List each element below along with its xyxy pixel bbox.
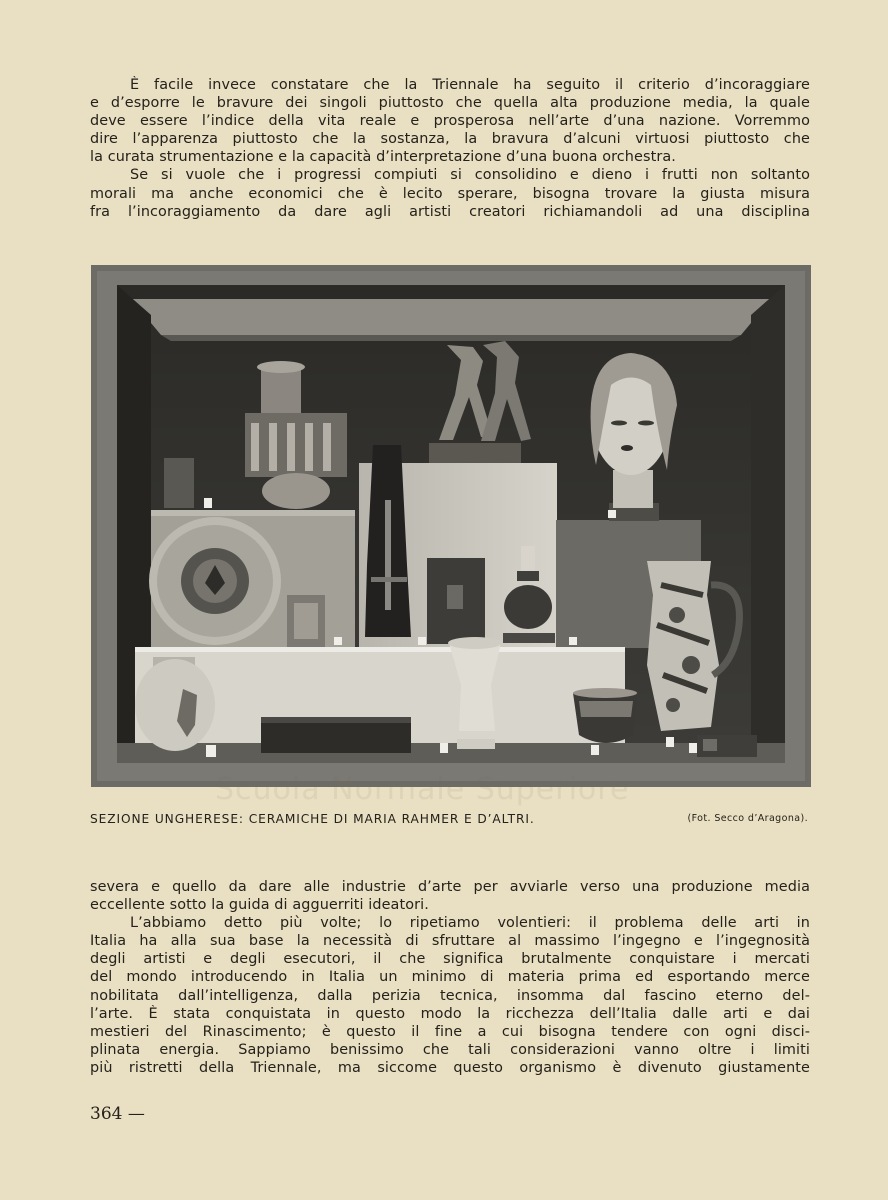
text-line: Se si vuole che i progressi compiuti si consolidino e dieno i frutti non soltanto xyxy=(130,167,810,184)
text-line: degli artisti e degli esecutori, il che significa brutalmente conquistare i mercati xyxy=(90,951,810,968)
text-line: mestieri del Rinascimento; è questo il fine a cui bisogna tendere con ogni disci- xyxy=(90,1023,810,1040)
text-line: plinata energia. Sappiamo benissimo che tali considerazioni vanno oltre i limiti xyxy=(90,1041,810,1058)
bottom-paragraphs xyxy=(90,878,810,1077)
text-line: È facile invece constatare che la Triennale ha seguito il criterio d’incoraggiare xyxy=(130,77,810,93)
watermark: Scuola Normale Superiore xyxy=(215,772,630,807)
text-line: del mondo introducendo in Italia un minimo di materia prima ed esportando merce xyxy=(90,969,810,986)
decorated-plate xyxy=(149,517,281,645)
page-number: 364 — xyxy=(90,1104,145,1124)
text-line: morali ma anche economici che è lecito sperare, bisogna trovare la giusta misura xyxy=(90,185,810,202)
text-line: più ristretti della Triennale, ma siccome questo organismo è divenuto giustamente xyxy=(90,1059,810,1076)
text-line: L’abbiamo detto più volte; lo ripetiamo volentieri: il problema delle arti in xyxy=(130,915,810,932)
exhibition-photo xyxy=(91,265,811,787)
text-line: Italia ha alla sua base la necessità di sfruttare al massimo l’ingegno e l’ingegnosità xyxy=(90,933,810,950)
text-line: nobilitata dall’intelligenza, dalla perizia tecnica, insomma dal fascino eterno del- xyxy=(90,987,810,1004)
text-line: l’arte. È stata conquistata in questo modo la ricchezza dell’Italia dalle arti e dai xyxy=(90,1005,810,1022)
text-line: dire l’apparenza piuttosto che la sostanza, la bravura d’alcuni virtuosi piuttosto che xyxy=(90,131,810,148)
text-line: eccellente sotto la guida di agguerriti ideatori. xyxy=(90,897,429,914)
photo-caption: SEZIONE UNGHERESE: CERAMICHE DI MARIA RAHMER E D’ALTRI. xyxy=(90,812,535,826)
text-line: la curata strumentazione e la capacità d’interpretazione d’una buona orchestra. xyxy=(90,149,676,166)
top-paragraphs xyxy=(90,76,810,221)
patterned-bowl xyxy=(573,688,637,743)
text-line: e d’esporre le bravure dei singoli piuttosto che quella alta produzione media, la quale xyxy=(90,95,810,112)
text-line: severa e quello da dare alle industrie d’arte per avviarle verso una produzione media xyxy=(90,879,810,895)
text-line: deve essere l’indice della vita reale e prosperosa nell’arte d’una nazione. Vorremmo xyxy=(90,113,810,130)
text-line: fra l’incoraggiamento da dare agli artisti creatori richiamandoli ad una disciplina xyxy=(90,203,810,220)
photo-credit: (Fot. Secco d’Aragona). xyxy=(687,813,808,824)
